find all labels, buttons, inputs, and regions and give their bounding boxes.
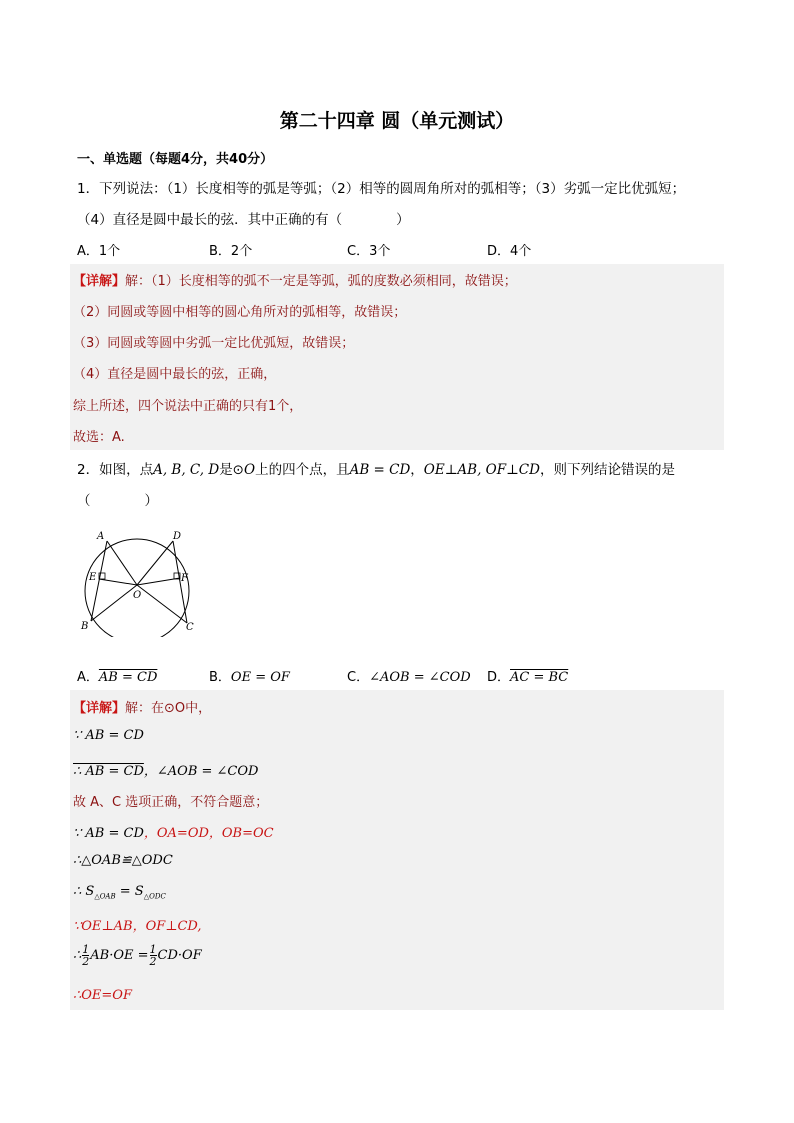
q2-answer-line7: ∴ $S_{\triangle OAB} = S_{\triangle ODC}$	[73, 884, 166, 901]
label-c: C	[186, 622, 194, 633]
label-d: D	[173, 531, 182, 542]
segment-oa	[107, 541, 137, 585]
q1-option-c: C．3个	[347, 244, 391, 259]
q1-answer-line4: （4）直径是圆中最长的弦，正确，	[73, 367, 277, 382]
q2-answer-line4: 故 A、C 选项正确，不符合题意；	[73, 795, 269, 810]
q1-answer-line3: （3）同圆或等圆中劣弧一定比优弧短，故错误；	[73, 336, 355, 351]
q2-line1: 2．如图，点A, B, C, D是⊙O上的四个点，且AB = CD，OE⊥AB, OF⊥CD，则下列结论错误的是	[77, 462, 675, 478]
q2-option-b: B．OE = OF	[209, 670, 290, 685]
q2-line2: （ ）	[77, 493, 158, 509]
segment-ob	[91, 585, 137, 621]
q2-option-a: A．AB = CD	[77, 670, 158, 685]
segment-od	[137, 541, 173, 585]
q2-answer-line6: ∴△OAB≌△ODC	[73, 853, 173, 868]
q2-option-d: D．AC = BC	[487, 670, 569, 685]
segment-oe	[99, 579, 137, 585]
q1-line1: 1．下列说法：（1）长度相等的弧是等弧；（2）相等的圆周角所对的弧相等；（3）劣弧一定比优弧短；	[77, 181, 686, 197]
label-b: B	[81, 621, 89, 632]
q1-answer-line1: 【详解】解：（1）长度相等的弧不一定是等弧，弧的度数必须相同，故错误；	[73, 274, 517, 289]
label-a: A	[97, 531, 105, 542]
fraction-half-1: $\frac{1}{2}$	[82, 943, 90, 968]
fraction-half-2: $\frac{1}{2}$	[149, 943, 157, 968]
section-heading: 一、单选题（每题4分，共40分）	[77, 152, 274, 167]
q2-answer-line5: ∵ AB = CD，OA=OD，OB=OC	[73, 826, 274, 841]
label-o: O	[133, 590, 142, 601]
circle-figure	[75, 525, 205, 637]
label-e: E	[89, 572, 97, 583]
segment-of	[137, 578, 180, 585]
q1-answer-line5: 综上所述，四个说法中正确的只有1个，	[73, 399, 303, 414]
q1-option-b: B．2个	[209, 244, 253, 259]
q1-answer-panel	[70, 264, 724, 450]
q1-option-d: D．4个	[487, 244, 532, 259]
circle-o	[85, 539, 189, 637]
q2-answer-line2: ∵ AB = CD	[73, 728, 144, 743]
q2-answer-line8: ∵OE⊥AB，OF⊥CD,	[73, 919, 202, 934]
q2-answer-line9: ∴ $\frac{1}{2}$ AB·OE = $\frac{1}{2}$ CD·OF	[73, 943, 202, 968]
q1-answer-line6: 故选：A.	[73, 430, 125, 445]
q2-answer-line1: 【详解】解：在⊙O中，	[73, 701, 212, 716]
segment-oc	[137, 585, 187, 623]
q2-answer-line3: ∴ AB = CD，∠AOB = ∠COD	[73, 764, 259, 779]
q1-option-a: A．1个	[77, 244, 121, 259]
label-f: F	[181, 573, 188, 584]
page-title: 第二十四章 圆（单元测试）	[279, 110, 515, 132]
q1-line2: （4）直径是圆中最长的弦．其中正确的有（ ）	[77, 212, 410, 228]
q2-answer-line10: ∴OE=OF	[73, 988, 132, 1003]
q1-answer-line2: （2）同圆或等圆中相等的圆心角所对的弧相等，故错误；	[73, 305, 407, 320]
q2-option-c: C．∠AOB = ∠COD	[347, 670, 471, 685]
